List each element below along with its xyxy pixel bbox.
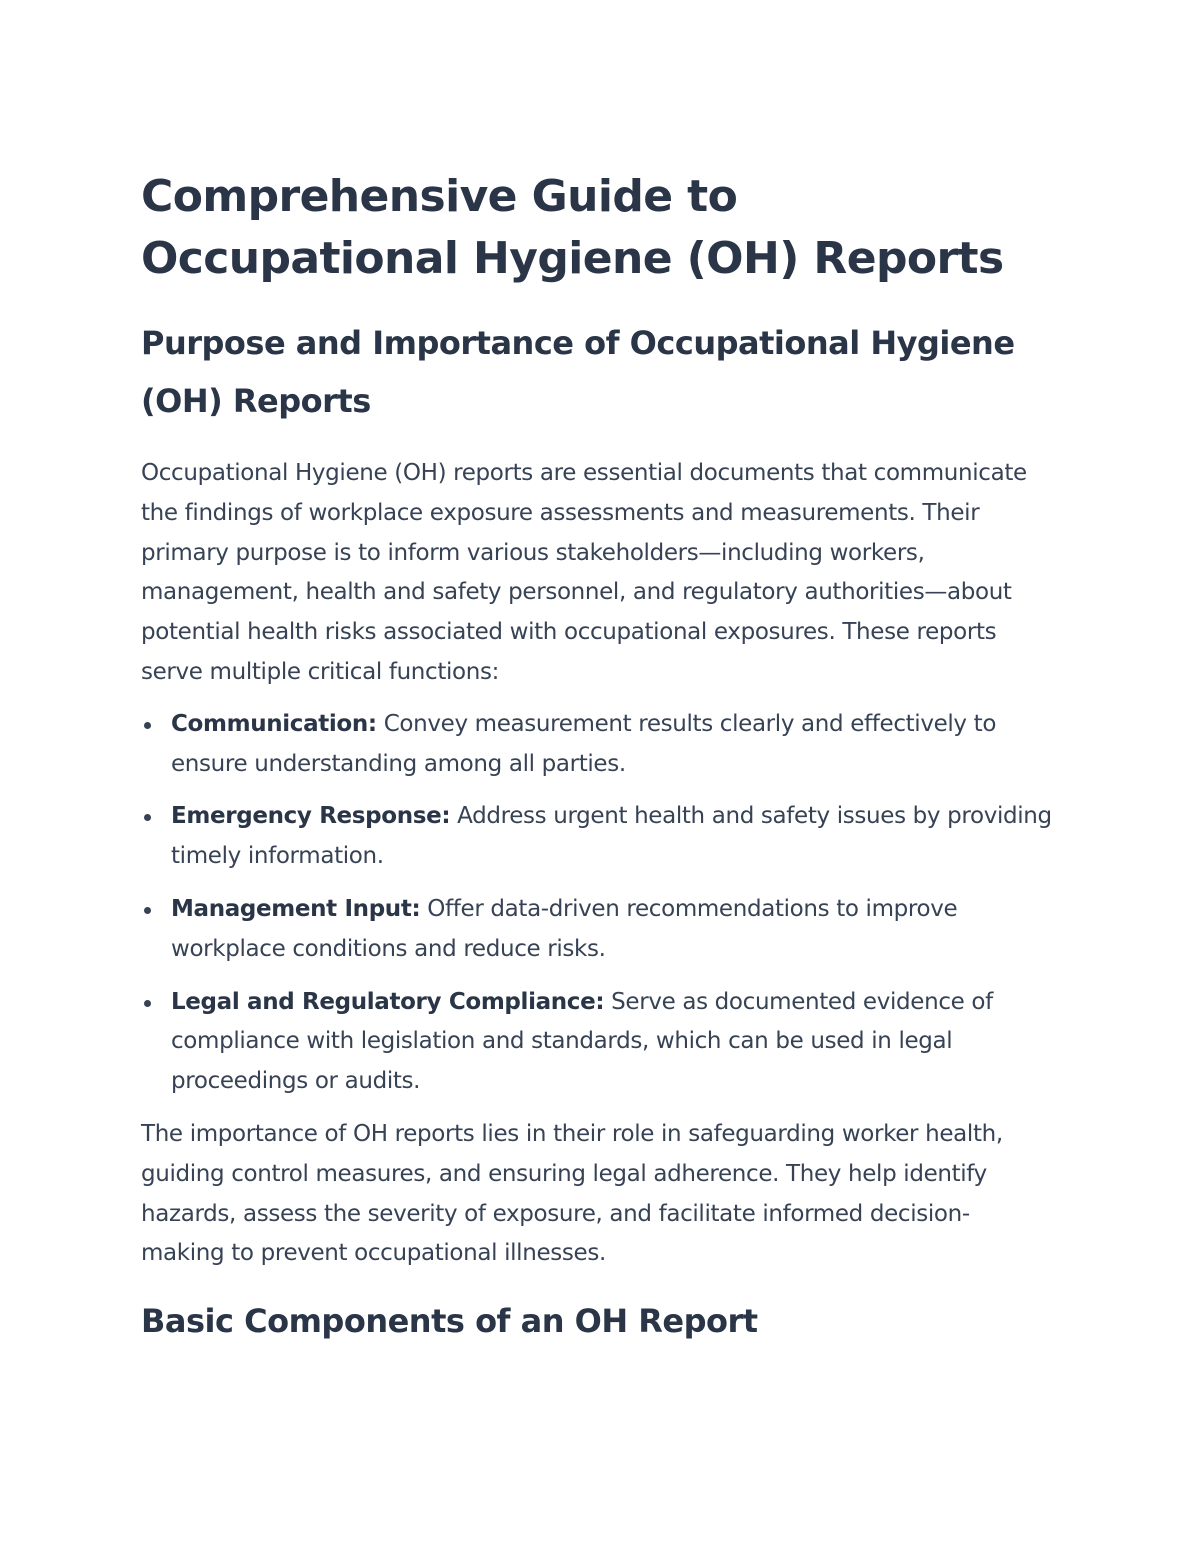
list-item <box>141 890 1053 970</box>
bullet-icon <box>144 907 151 914</box>
section-heading-purpose: Purpose and Importance of Occupational Hygiene (OH) Reports <box>141 324 1015 420</box>
bullet-icon <box>144 722 151 729</box>
list-item-term: Emergency Response: <box>171 803 451 830</box>
list-item-text: Address urgent health and safety issues by providing timely information. <box>171 803 1052 870</box>
bullet-icon <box>144 1000 151 1007</box>
list-item <box>141 983 1053 1102</box>
functions-list <box>141 705 1053 1102</box>
closing-paragraph: The importance of OH reports lies in their role in safeguarding worker health, guiding control measures, and ensuring legal adherence. They help identify hazards, assess the severity of exposure, and facilitate informed decision-making to prevent occupational illnesses. <box>141 1120 1003 1267</box>
list-item <box>141 797 1053 877</box>
list-item-term: Management Input: <box>171 895 421 922</box>
document-title: Comprehensive Guide to Occupational Hygiene (OH) Reports <box>141 171 1004 284</box>
bullet-icon <box>144 814 151 821</box>
list-item-term: Communication: <box>171 710 377 737</box>
list-item-text: Serve as documented evidence of compliance with legislation and standards, which can be used in legal proceedings or audits. <box>171 988 993 1095</box>
list-item-text: Convey measurement results clearly and effectively to ensure understanding among all parties. <box>171 710 997 777</box>
list-item-text: Offer data-driven recommendations to improve workplace conditions and reduce risks. <box>171 895 958 962</box>
section-heading-components: Basic Components of an OH Report <box>141 1302 758 1341</box>
list-item <box>141 705 1053 785</box>
document-page <box>141 166 1053 1350</box>
intro-paragraph: Occupational Hygiene (OH) reports are essential documents that communicate the findings of workplace exposure assessments and measurements. Their primary purpose is to inform various stakeholders—including workers, management, health and safety personnel, and regulatory authorities—about potential health risks associated with occupational exposures. These reports serve multiple critical functions: <box>141 460 1027 685</box>
list-item-term: Legal and Regulatory Compliance: <box>171 988 605 1015</box>
